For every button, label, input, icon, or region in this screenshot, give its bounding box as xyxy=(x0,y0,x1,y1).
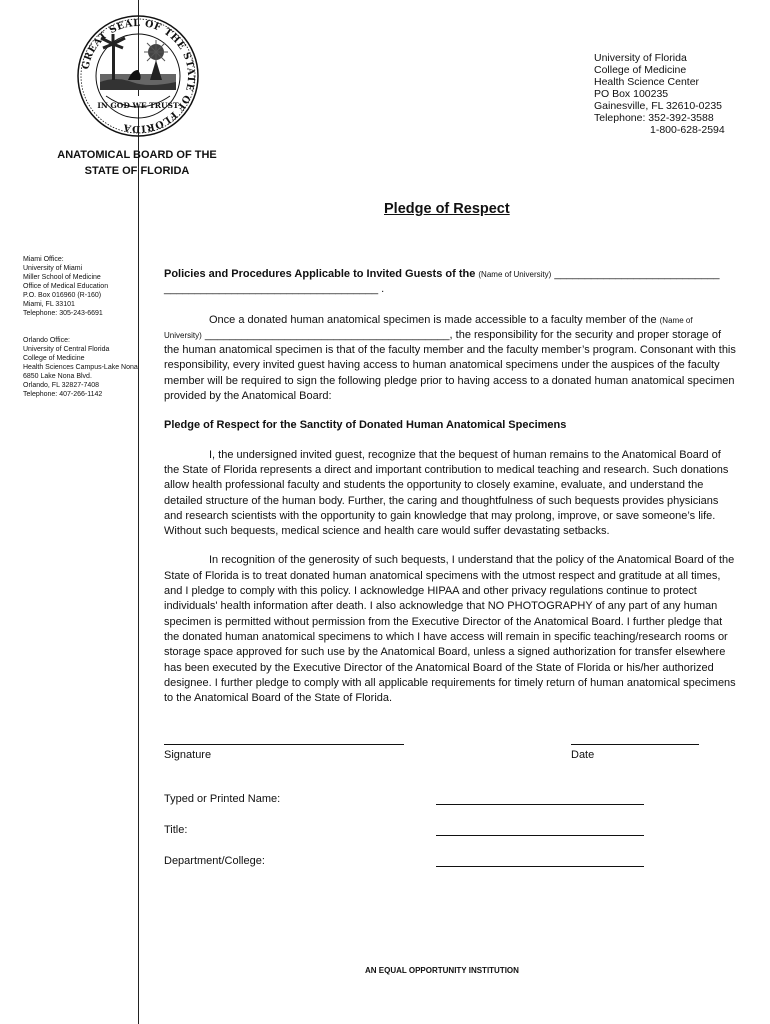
office-line: Miller School of Medicine xyxy=(23,274,101,281)
header-address xyxy=(594,52,725,136)
office-line: Orlando, FL 32827-7408 xyxy=(23,382,100,389)
office-line: Miami, FL 33101 xyxy=(23,301,75,308)
address-line: 1-800-628-2594 xyxy=(650,124,725,136)
para1-small2: University) xyxy=(164,330,202,340)
signature-label: Signature xyxy=(164,749,212,761)
policies-blank-line[interactable]: ___________________________________ . xyxy=(164,283,385,296)
address-line: College of Medicine xyxy=(594,64,687,76)
policies-heading xyxy=(164,267,736,282)
title-label: Title: xyxy=(164,824,188,836)
footer-text: AN EQUAL OPPORTUNITY INSTITUTION xyxy=(365,966,519,975)
typed-name-label: Typed or Printed Name: xyxy=(164,793,281,805)
page-title: Pledge of Respect xyxy=(384,201,510,217)
typed-name-line[interactable] xyxy=(436,804,644,805)
address-line: University of Florida xyxy=(594,52,687,64)
state-seal-logo xyxy=(76,14,200,138)
department-label: Department/College: xyxy=(164,855,265,867)
office-line: Telephone: 305-243-6691 xyxy=(23,310,103,317)
orlando-office xyxy=(23,336,137,399)
para1-lead: Once a donated human anatomical specimen is made accessible to a faculty member of the xyxy=(209,313,660,326)
address-line: PO Box 100235 xyxy=(594,88,669,100)
date-line[interactable] xyxy=(571,744,699,745)
office-line: Orlando Office: xyxy=(23,337,70,344)
seal-ring-text: GREAT SEAL OF THE STATE OF FLORIDA xyxy=(80,17,197,135)
office-line: Telephone: 407-266-1142 xyxy=(23,391,103,398)
office-line: College of Medicine xyxy=(23,355,85,362)
date-label: Date xyxy=(571,749,595,761)
signature-line[interactable] xyxy=(164,744,404,745)
seal-motto: IN GOD WE TRUST xyxy=(97,101,179,110)
board-name-line2: STATE OF FLORIDA xyxy=(84,165,190,177)
title-line[interactable] xyxy=(436,835,644,836)
office-line: University of Miami xyxy=(23,265,83,272)
document-body xyxy=(164,267,736,706)
office-line: 6850 Lake Nona Blvd. xyxy=(23,373,92,380)
university-placeholder-label: (Name of University) xyxy=(478,270,552,279)
address-line: Gainesville, FL 32610-0235 xyxy=(594,100,723,112)
office-line: University of Central Florida xyxy=(23,346,110,353)
miami-office xyxy=(23,255,137,318)
board-name xyxy=(30,147,244,179)
paragraph-recognition: I, the undersigned invited guest, recognize that the bequest of human remains to the Anatomical Board of the State of Florida represents a direct and important contribution to medical teaching and research. Such donations allow health professional faculty and students the opportunity to closely examine, evaluate, and understand the detailed structure of the human body. Further, the caring and thoughtfulness of such bequests provides physicians and research scientists with the opportunity to gain knowledge that may prolong, improve, or save someone’s life. Without such bequests, medical science and health care would suffer devastating setbacks. xyxy=(164,448,729,538)
address-line: Health Science Center xyxy=(594,76,700,88)
department-line[interactable] xyxy=(436,866,644,867)
office-line: Health Sciences Campus-Lake Nona xyxy=(23,364,138,371)
board-name-line1: ANATOMICAL BOARD OF THE xyxy=(57,149,217,161)
office-line: Office of Medical Education xyxy=(23,283,109,290)
paragraph-responsibility xyxy=(164,313,736,405)
address-line: Telephone: 352-392-3588 xyxy=(594,112,714,124)
para1-rest: ________________________________________, the responsibility for the security and proper storage of the human anatomical specimen is that of the faculty member and the faculty member’s program. Consonant with this responsibility, every invited guest having access to human anatomical specimens under the auspices of the faculty member will be required to sign the following pledge prior to having access to a donated human anatomical specimen provided by the Anatomical Board: xyxy=(164,328,736,403)
para1-small1: (Name of xyxy=(659,315,693,325)
pledge-heading: Pledge of Respect for the Sanctity of Donated Human Anatomical Specimens xyxy=(164,419,567,432)
policies-lead: Policies and Procedures Applicable to Invited Guests of the xyxy=(164,268,479,280)
office-line: Miami Office: xyxy=(23,256,64,263)
paragraph-policy: In recognition of the generosity of such bequests, I understand that the policy of the Anatomical Board of the State of Florida is to treat donated human anatomical specimens with the utmost respect and gratitude at all times, and I pledge to comply with this policy. I acknowledge HIPAA and other privacy regulations continue to protect individuals' health information after death. I also acknowledge that NO PHOTOGRAPHY of any part of any human specimen is permitted without permission from the Executive Director of the Anatomical Board. I further pledge that the donated human anatomical specimens to which I have access will remain in specific teaching/research rooms or storage space approved for such use by the Anatomical Board, unless a signed authorization for transfer elsewhere has been executed by the Executive Director of the Anatomical Board of the State of Florida or his/her authorized designee. I further pledge to comply with all applicable requirements for timely return of human anatomical specimens to the Anatomical Board of the State of Florida. xyxy=(164,554,736,705)
university-blank[interactable]: ___________________________ xyxy=(551,268,720,280)
office-line: P.O. Box 016960 (R-160) xyxy=(23,292,102,299)
